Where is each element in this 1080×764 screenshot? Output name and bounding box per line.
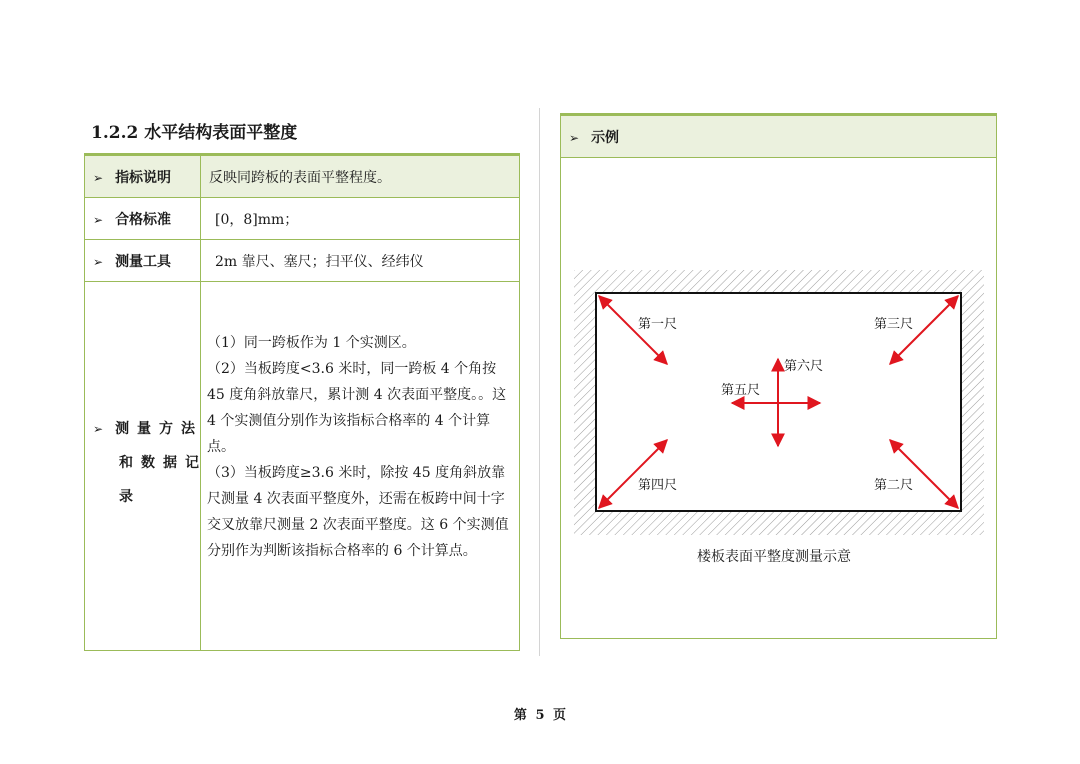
indicator-table <box>84 153 520 651</box>
table-row-method <box>85 282 519 650</box>
label-description: 指标说明 <box>115 169 172 186</box>
label-fifth-ruler: 第五尺 <box>721 383 761 398</box>
method-label-line2: 和数据记 <box>119 455 207 471</box>
method-paragraph-3: （3）当板跨度≥3.6 米时，除按 45 度角斜放靠尺测量 4 次表面平整度外，还需在板跨中间十字交叉放靠尺测量 2 次表面平整度。这 6 个实测值分别作为判断该指标合格率的 6 个计算点。 <box>207 465 509 559</box>
column-divider <box>539 108 540 656</box>
value-tools: 2m 靠尺、塞尺；扫平仪、经纬仪 <box>215 253 424 270</box>
label-second-ruler: 第二尺 <box>874 478 914 493</box>
label-first-ruler: 第一尺 <box>638 317 678 332</box>
table-value-cell <box>201 156 519 197</box>
label-fourth-ruler: 第四尺 <box>638 478 678 493</box>
table-value-cell <box>201 198 519 239</box>
example-header <box>561 116 996 158</box>
bullet-arrow-icon: ➢ <box>93 212 104 227</box>
bullet-arrow-icon: ➢ <box>569 130 580 145</box>
method-paragraph-1: （1）同一跨板作为 1 个实测区。 <box>207 335 416 351</box>
table-label-cell <box>85 198 201 239</box>
bullet-arrow-icon: ➢ <box>93 422 104 436</box>
bullet-arrow-icon: ➢ <box>93 170 104 185</box>
page-number <box>0 704 1080 723</box>
page-prefix: 第 <box>513 708 527 723</box>
label-third-ruler: 第三尺 <box>874 317 914 332</box>
table-row-tools <box>85 240 519 282</box>
page-suffix: 页 <box>553 708 567 723</box>
table-label-cell <box>85 156 201 197</box>
method-label-line3: 录 <box>119 489 141 505</box>
table-value-cell <box>201 240 519 281</box>
label-tools: 测量工具 <box>115 253 172 270</box>
table-row-description <box>85 156 519 198</box>
value-standard: [0，8]mm； <box>215 211 299 228</box>
table-label-cell <box>85 240 201 281</box>
page-number-value: 5 <box>535 708 545 723</box>
label-standard: 合格标准 <box>115 211 172 228</box>
table-value-cell <box>201 282 519 650</box>
table-row-standard <box>85 198 519 240</box>
label-sixth-ruler: 第六尺 <box>784 359 824 374</box>
value-description: 反映同跨板的表面平整程度。 <box>209 169 391 186</box>
example-header-label: 示例 <box>591 129 620 146</box>
bullet-arrow-icon: ➢ <box>93 254 104 269</box>
method-paragraph-2: （2）当板跨度<3.6 米时，同一跨板 4 个角按 45 度角斜放靠尺，累计测 4 次表面平整度。。这 4 个实测值分别作为该指标合格率的 4 个计算点。 <box>207 361 507 455</box>
table-label-cell <box>85 282 207 650</box>
method-label-line1: 测量方法 <box>115 421 204 437</box>
method-text <box>207 330 511 564</box>
diagram-caption: 楼板表面平整度测量示意 <box>697 549 851 565</box>
slab-measurement-diagram <box>574 270 984 535</box>
section-title: 1.2.2 水平结构表面平整度 <box>91 123 298 143</box>
method-label <box>93 412 207 514</box>
